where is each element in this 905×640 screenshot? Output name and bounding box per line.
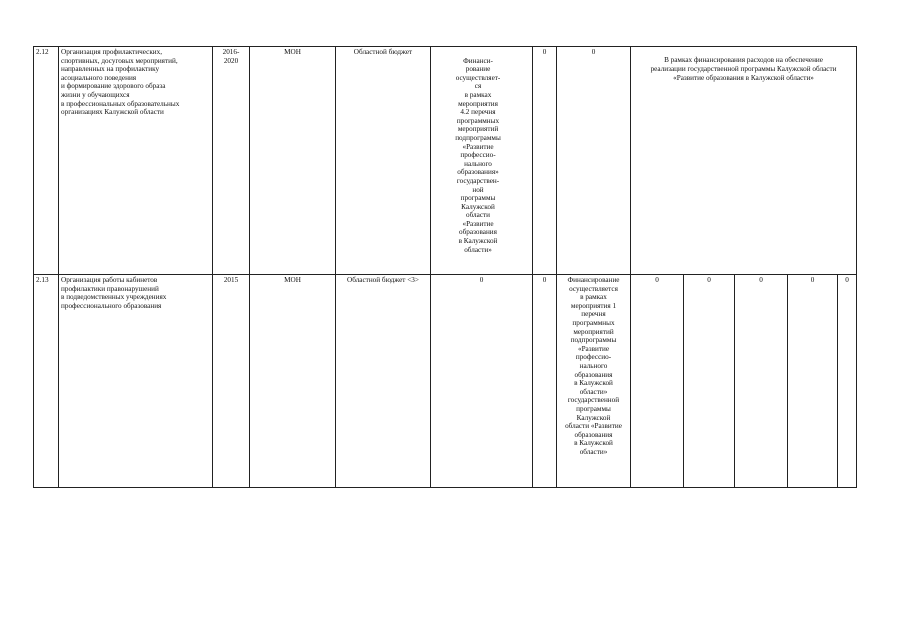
- table-row-2-12: [34, 47, 857, 275]
- financing-text: Финанси- рование осуществляет- ся в рамках мероприятия 4.2 перечня программных мероприятий подпрограммы «Развитие профессио- нального образования» государствен- ной программы Калужской области «Развитие образования в Калужской области»: [455, 56, 501, 254]
- table-row-2-13: [34, 275, 857, 488]
- year-value: 0: [838, 275, 857, 488]
- program-table: [33, 46, 857, 488]
- year-value: 0: [788, 275, 838, 488]
- value-cell: 0: [533, 275, 557, 488]
- remark-text: В рамках финансирования расходов на обеспечение реализации государственной программы Калужской области «Развитие образования в Калужской области»: [650, 56, 837, 82]
- years: 2015: [213, 275, 250, 488]
- funding-source: Областной бюджет <3>: [336, 275, 431, 488]
- row-number: 2.12: [34, 47, 59, 275]
- value-cell: 0: [557, 47, 631, 275]
- event-name: Организация работы кабинетов профилактики правонарушений в подведомственных учреждениях профессионального образования: [59, 275, 213, 488]
- row-number: 2.13: [34, 275, 59, 488]
- financing-note: [431, 47, 533, 275]
- executor: МОН: [250, 275, 336, 488]
- funding-source: Областной бюджет: [336, 47, 431, 275]
- year-value: 0: [684, 275, 735, 488]
- event-name: Организация профилактических, спортивных, досуговых мероприятий, направленных на профилактику асоциального поведения и формирование здорового образа жизни у обучающихся в профессиональных образовательных организациях Калужской области: [59, 47, 213, 275]
- financing-note: Финансирование осуществляется в рамках мероприятия 1 перечня программных мероприятий подпрограммы «Развитие профессио- нального образования в Калужской области» государственной программы Калужской области «Развитие образования в Калужской области»: [557, 275, 631, 488]
- year-value: 0: [631, 275, 684, 488]
- value-cell: 0: [533, 47, 557, 275]
- year-value: 0: [735, 275, 788, 488]
- years: 2016- 2020: [213, 47, 250, 275]
- value-cell: 0: [431, 275, 533, 488]
- financing-remark: [631, 47, 857, 275]
- executor: МОН: [250, 47, 336, 275]
